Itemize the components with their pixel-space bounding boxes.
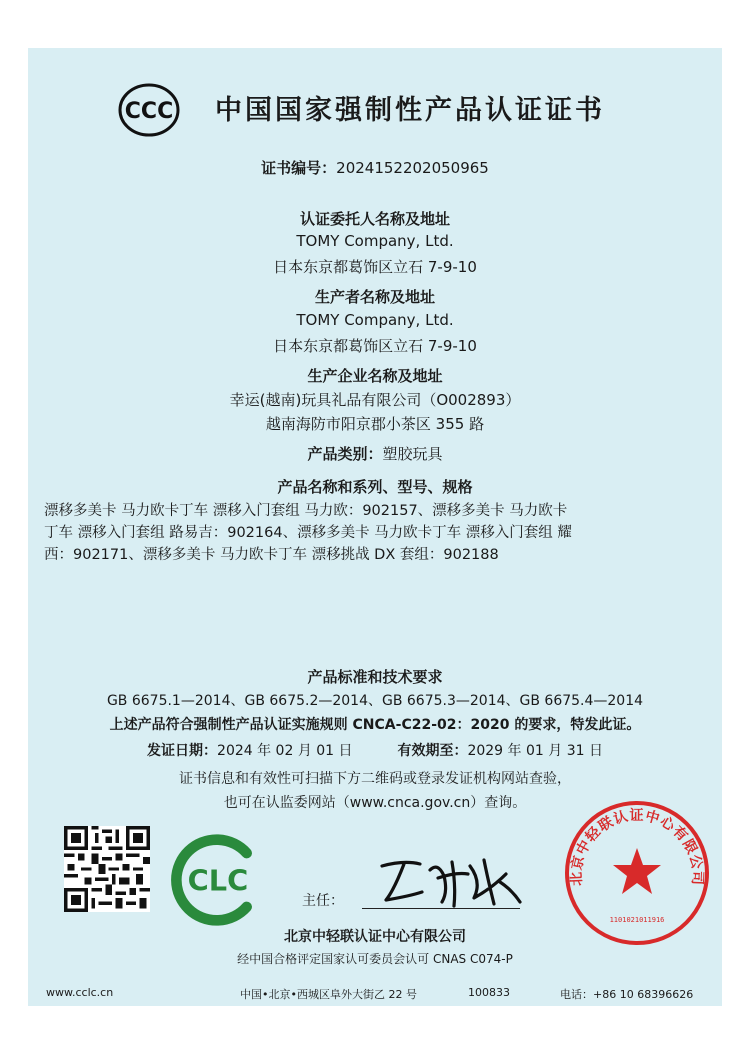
conformity-statement: 上述产品符合强制性产品认证实施规则 CNCA-C22-02：2020 的要求，特发此证。 [109,717,641,733]
standards-heading: 产品标准和技术要求 [307,668,443,686]
footer-phone: 电话：+86 10 68396626 [560,988,694,1001]
footer-postcode: 100833 [468,986,510,999]
svg-text:CLC: CLC [187,863,249,898]
products-heading: 产品名称和系列、型号、规格 [277,478,473,496]
manufacturer-address: 日本东京都葛饰区立石 7-9-10 [273,337,477,355]
applicant-address: 日本东京都葛饰区立石 7-9-10 [273,258,477,276]
certificate-number-label: 证书编号： [261,159,337,177]
notice-line-2: 也可在认监委网站（www.cnca.gov.cn）查询。 [223,795,527,811]
clc-logo [168,832,264,928]
issuer-accreditation: 经中国合格评定国家认可委员会认可 CNAS C074-P [237,952,513,966]
products-line-1: 漂移多美卡 马力欧卡丁车 漂移入门套组 马力欧：902157、漂移多美卡 马力欧卡 [44,503,568,519]
svg-text:1101021011916: 1101021011916 [609,916,665,924]
applicant-heading: 认证委托人名称及地址 [299,210,450,228]
manufacturer-name: TOMY Company, Ltd. [296,311,454,329]
product-category [28,443,722,464]
applicant-name: TOMY Company, Ltd. [296,232,454,250]
svg-text:CCC: CCC [124,99,174,124]
products-line-3: 西：902171、漂移多美卡 马力欧卡丁车 漂移挑战 DX 套组：902188 [44,547,499,563]
issuer-name: 北京中轻联认证中心有限公司 [284,929,466,945]
manufacturer-heading: 生产者名称及地址 [314,288,435,306]
standards-list: GB 6675.1—2014、GB 6675.2—2014、GB 6675.3—2014、GB 6675.4—2014 [106,693,644,709]
footer-website[interactable]: www.cclc.cn [46,986,114,999]
products-list [44,500,706,566]
certificate-title: 中国国家强制性产品认证证书 [215,95,605,126]
svg-text:北京中轻联认证中心有限公司: 北京中轻联认证中心有限公司 [568,807,706,887]
factory-address: 越南海防市阳京郡小茶区 355 路 [265,415,485,433]
qr-code[interactable] [64,826,150,912]
issue-date-label: 发证日期： [147,743,218,759]
expiry-date: 2029 年 01 月 31 日 [467,743,603,759]
certificate-number-value: 2024152202050965 [336,159,489,177]
product-category-label: 产品类别： [307,445,383,463]
director-signature [364,852,524,910]
factory-name: 幸运(越南)玩具礼品有限公司（O002893） [229,391,521,409]
footer-address: 中国•北京•西城区阜外大街乙 22 号 [240,988,417,1001]
factory-heading: 生产企业名称及地址 [307,367,443,385]
expiry-date-label: 有效期至： [397,743,468,759]
products-line-2: 丁车 漂移入门套组 路易吉：902164、漂移多美卡 马力欧卡丁车 漂移入门套组 耀 [44,525,572,541]
product-category-value: 塑胶玩具 [382,445,443,463]
certificate-number [28,157,722,178]
signature-line [362,908,520,909]
dates-row [28,740,722,760]
issue-date: 2024 年 02 月 01 日 [217,743,353,759]
notice-line-1: 证书信息和有效性可扫描下方二维码或登录发证机构网站查验， [179,771,571,787]
director-label: 主任： [302,893,344,909]
